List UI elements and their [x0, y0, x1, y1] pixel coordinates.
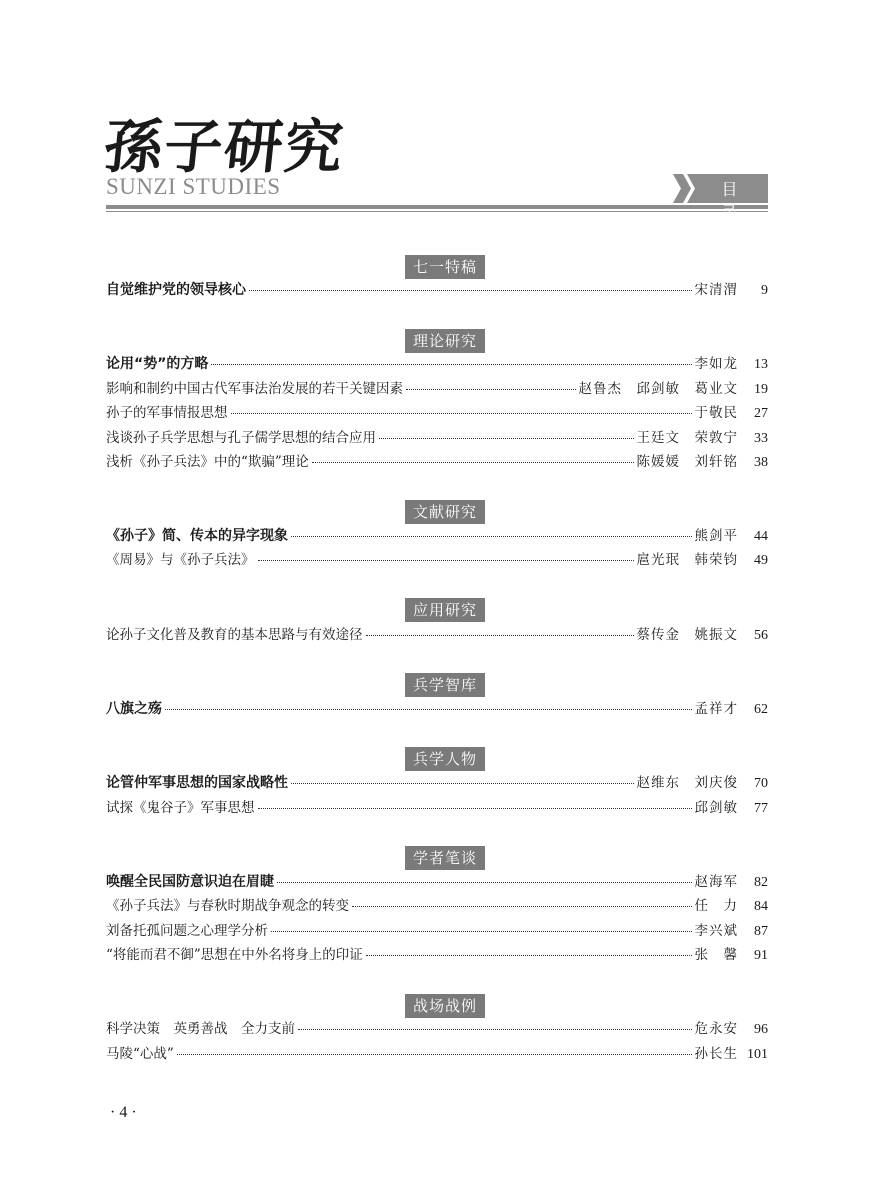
dot-leader: [177, 1054, 692, 1055]
contents-label: 目 录: [721, 180, 752, 222]
toc-entry[interactable]: [106, 943, 768, 965]
entry-page: 91: [754, 948, 768, 963]
entry-page: 96: [754, 1022, 768, 1037]
dot-leader: [352, 906, 692, 907]
section-heading: [0, 255, 890, 279]
toc-entry[interactable]: [106, 894, 768, 916]
entry-author: 孟祥才: [694, 701, 738, 717]
entry-page: 38: [754, 455, 768, 470]
dot-leader: [366, 955, 692, 956]
entry-author: 熊剑平: [694, 528, 738, 544]
entry-page: 44: [754, 529, 768, 544]
dot-leader: [165, 709, 692, 710]
toc-entry[interactable]: [106, 697, 768, 719]
toc-entry[interactable]: [106, 278, 768, 300]
entry-author: 孙长生: [694, 1046, 738, 1062]
entry-title: 科学决策 英勇善战 全力支前: [106, 1021, 295, 1037]
toc-entry[interactable]: [106, 771, 768, 793]
entry-title: 论管仲军事思想的国家战略性: [106, 775, 288, 791]
entry-author: 赵海军: [694, 874, 738, 890]
section-heading: [0, 500, 890, 524]
entry-author: 任 力: [694, 898, 738, 914]
dot-leader: [291, 536, 692, 537]
entry-title: “将能而君不御”思想在中外名将身上的印证: [106, 947, 363, 963]
entry-page: 33: [754, 431, 768, 446]
section-heading-label: 七一特稿: [405, 255, 485, 279]
entry-page: 27: [754, 406, 768, 421]
entry-title: 八旗之殇: [106, 701, 162, 717]
entry-title: 论孙子文化普及教育的基本思路与有效途径: [106, 627, 363, 643]
toc-entry[interactable]: [106, 1017, 768, 1039]
entry-author: 邱剑敏: [694, 800, 738, 816]
entry-author: 李兴斌: [694, 923, 738, 939]
toc-entry[interactable]: [106, 450, 768, 472]
entry-author: 赵鲁杰 邱剑敏 葛业文: [578, 381, 738, 397]
toc-entry[interactable]: [106, 401, 768, 423]
entry-title: 《周易》与《孙子兵法》: [106, 552, 255, 568]
contents-tab: [673, 174, 768, 222]
section-heading: [0, 329, 890, 353]
entry-page: 77: [754, 801, 768, 816]
dot-leader: [249, 290, 692, 291]
toc-entry[interactable]: [106, 796, 768, 818]
entry-author: 扈光珉 韩荣钧: [636, 552, 738, 568]
dot-leader: [231, 413, 692, 414]
entry-page: 101: [747, 1047, 768, 1062]
section-heading-label: 兵学智库: [405, 673, 485, 697]
toc-entry[interactable]: [106, 870, 768, 892]
toc-entry[interactable]: [106, 623, 768, 645]
dot-leader: [258, 808, 692, 809]
entry-page: 56: [754, 628, 768, 643]
entry-page: 9: [761, 283, 768, 298]
toc-entry[interactable]: [106, 426, 768, 448]
section-heading-label: 兵学人物: [405, 747, 485, 771]
dot-leader: [211, 364, 691, 365]
journal-logo-en: SUNZI STUDIES: [106, 174, 281, 199]
entry-author: 危永安: [694, 1021, 738, 1037]
header-rule-thick: [106, 205, 768, 209]
entry-page: 19: [754, 382, 768, 397]
entry-page: 87: [754, 924, 768, 939]
dot-leader: [312, 462, 634, 463]
entry-title: 浅谈孙子兵学思想与孔子儒学思想的结合应用: [106, 430, 376, 446]
section-heading-label: 理论研究: [405, 329, 485, 353]
entry-page: 49: [754, 553, 768, 568]
entry-title: 马陵“心战”: [106, 1046, 174, 1062]
dot-leader: [406, 389, 576, 390]
entry-author: 陈媛媛 刘轩铭: [636, 454, 738, 470]
entry-author: 赵维东 刘庆俊: [636, 775, 738, 791]
toc-entry[interactable]: [106, 377, 768, 399]
toc-entry[interactable]: [106, 548, 768, 570]
section-heading: [0, 747, 890, 771]
header-rule-thin: [106, 211, 768, 212]
section-heading: [0, 994, 890, 1018]
entry-title: 影响和制约中国古代军事法治发展的若干关键因素: [106, 381, 403, 397]
entry-page: 70: [754, 776, 768, 791]
entry-title: 《孙子兵法》与春秋时期战争观念的转变: [106, 898, 349, 914]
section-heading: [0, 673, 890, 697]
section-heading: [0, 598, 890, 622]
dot-leader: [291, 783, 634, 784]
dot-leader: [298, 1029, 692, 1030]
entry-page: 82: [754, 875, 768, 890]
section-heading-label: 学者笔谈: [405, 846, 485, 870]
page-number: · 4 ·: [110, 1104, 137, 1121]
entry-title: 孙子的军事情报思想: [106, 405, 228, 421]
entry-page: 62: [754, 702, 768, 717]
entry-author: 王廷文 荣敦宁: [636, 430, 738, 446]
toc-entry[interactable]: [106, 352, 768, 374]
section-heading-label: 文献研究: [405, 500, 485, 524]
journal-logo-cn: 孫子研究: [100, 113, 349, 181]
dot-leader: [366, 635, 634, 636]
dot-leader: [258, 560, 634, 561]
entry-title: 论用“势”的方略: [106, 356, 209, 372]
entry-page: 13: [754, 357, 768, 372]
entry-page: 84: [754, 899, 768, 914]
toc-entry[interactable]: [106, 524, 768, 546]
entry-title: 唤醒全民国防意识迫在眉睫: [106, 874, 274, 890]
dot-leader: [271, 931, 692, 932]
toc-entry[interactable]: [106, 919, 768, 941]
entry-author: 宋清渭: [694, 282, 738, 298]
entry-title: 浅析《孙子兵法》中的“欺骗”理论: [106, 454, 309, 470]
entry-title: 试探《鬼谷子》军事思想: [106, 800, 255, 816]
entry-title: 刘备托孤问题之心理学分析: [106, 923, 268, 939]
entry-author: 蔡传金 姚振文: [636, 627, 738, 643]
entry-title: 《孙子》简、传本的异字现象: [106, 528, 288, 544]
dot-leader: [277, 882, 692, 883]
section-heading: [0, 846, 890, 870]
entry-title: 自觉维护党的领导核心: [106, 282, 246, 298]
section-heading-label: 应用研究: [405, 598, 485, 622]
section-heading-label: 战场战例: [405, 994, 485, 1018]
dot-leader: [379, 438, 634, 439]
toc-entry[interactable]: [106, 1042, 768, 1064]
entry-author: 张 馨: [694, 947, 738, 963]
entry-author: 李如龙: [694, 356, 738, 372]
entry-author: 于敬民: [694, 405, 738, 421]
